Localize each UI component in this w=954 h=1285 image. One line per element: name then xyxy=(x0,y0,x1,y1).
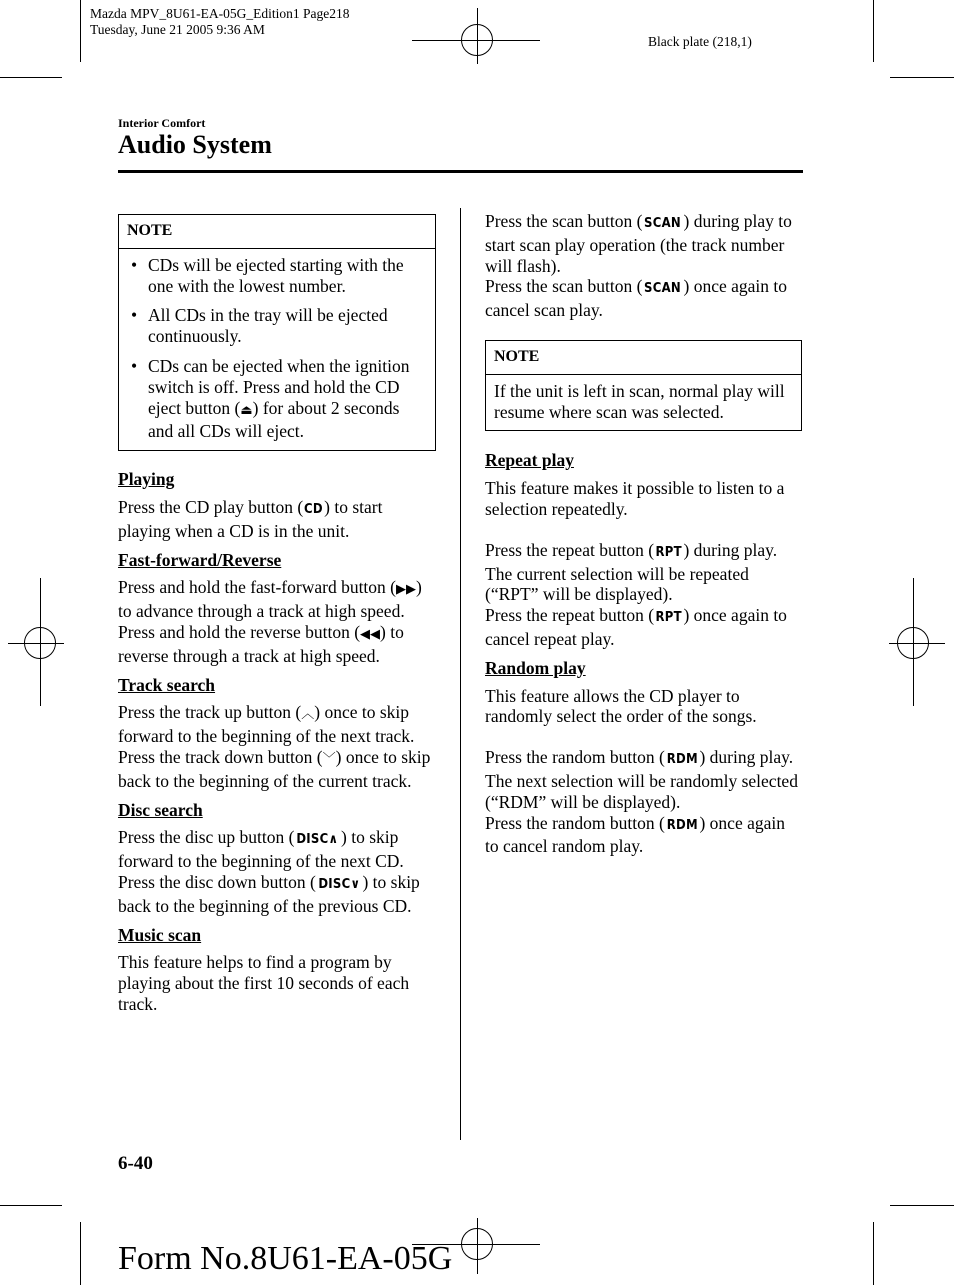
paragraph: This feature makes it possible to listen to a selection repeatedly. xyxy=(485,478,785,519)
paragraph: Press the repeat button (RPT) once again to cancel repeat play. xyxy=(485,605,787,649)
fast-forward-icon: ▶▶ xyxy=(396,582,416,598)
page-title: Audio System xyxy=(118,130,272,159)
paragraph: Press the random button ( RDM) once again to cancel random play. xyxy=(485,812,785,857)
print-header-line2: Tuesday, June 21 2005 9:36 AM xyxy=(90,22,265,37)
subheading-repeat-play: Repeat play xyxy=(485,450,574,471)
crop-mark xyxy=(890,1205,954,1206)
note-text: If the unit is left in scan, normal play will resume where scan was selected. xyxy=(494,380,785,422)
list-item: • CDs can be ejected when the ignition switch is off. Press and hold the CD eject button (⏏) for about 2 seconds and all CDs will eject. xyxy=(127,356,427,442)
paragraph: Press the CD play button (CD) to start playing when a CD is in the unit. xyxy=(118,496,383,541)
list-item: • CDs will be ejected starting with the one with the lowest number. xyxy=(127,255,427,297)
right-column xyxy=(485,211,802,857)
print-header xyxy=(90,6,349,38)
subheading-track-search: Track search xyxy=(118,674,216,695)
subheading-music-scan: Music scan xyxy=(118,924,202,945)
page-number: 6-40 xyxy=(118,1153,153,1174)
random-button-icon: RDM xyxy=(666,817,698,833)
paragraph: Press the disc down button ( DISC∨ ) to skip back to the beginning of the previous CD. xyxy=(118,871,420,916)
subheading-playing: Playing xyxy=(118,469,175,490)
paragraph: Press the track down button (﹀) once to skip back to the beginning of the current track. xyxy=(118,746,431,791)
subheading-random-play: Random play xyxy=(485,657,586,678)
crop-mark xyxy=(873,0,874,62)
random-button-icon: RDM xyxy=(666,752,698,768)
paragraph: Press the disc up button ( DISC∧ ) to skip forward to the beginning of the next CD. xyxy=(118,827,404,872)
crop-mark xyxy=(890,77,954,78)
repeat-button-icon: RPT xyxy=(655,544,682,560)
list-item: • All CDs in the tray will be ejected continuously. xyxy=(127,305,427,347)
crop-mark xyxy=(873,1222,874,1285)
section-label: Interior Comfort xyxy=(118,116,206,130)
repeat-button-icon: RPT xyxy=(655,610,682,626)
chevron-down-icon: ﹀ xyxy=(322,751,336,767)
chevron-up-icon: ︿ xyxy=(301,707,315,723)
reverse-icon: ◀◀ xyxy=(360,626,381,642)
scan-button-icon: SCAN xyxy=(644,216,682,231)
form-number: Form No.8U61-EA-05G xyxy=(118,1240,453,1277)
left-column xyxy=(118,214,436,1015)
paragraph: Press the repeat button (RPT) during play. The current selection will be repeated (“RPT” will be displayed). xyxy=(485,539,778,605)
paragraph: This feature allows the CD player to randomly select the order of the songs. xyxy=(485,685,757,727)
note-box xyxy=(485,340,802,431)
column-divider xyxy=(460,208,461,1140)
note-box xyxy=(118,214,436,451)
print-header-line1: Mazda MPV_8U61-EA-05G_Edition1 Page218 xyxy=(90,6,350,21)
crop-mark xyxy=(80,0,81,62)
paragraph: Press the track up button (︿) once to skip forward to the beginning of the next track. xyxy=(118,702,415,747)
subheading-fast-forward-reverse: Fast-forward/Reverse xyxy=(118,549,282,570)
note-heading: NOTE xyxy=(119,215,435,249)
crop-mark xyxy=(0,77,62,78)
paragraph: Press the scan button ( SCAN ) during play to start scan play operation (the track number will flash). xyxy=(485,211,792,276)
crop-mark xyxy=(0,1205,62,1206)
scan-button-icon: SCAN xyxy=(644,281,682,297)
crop-mark xyxy=(80,1222,81,1285)
paragraph: Press and hold the reverse button (◀◀) to reverse through a track at high speed. xyxy=(118,621,404,666)
disc-up-button-icon: DISC∧ xyxy=(296,832,339,848)
cd-button-icon: CD xyxy=(304,501,324,517)
subheading-disc-search: Disc search xyxy=(118,799,203,820)
disc-down-button-icon: DISC∨ xyxy=(318,876,361,892)
paragraph: Press the random button ( RDM) during play. The next selection will be randomly selected (“RDM” will be displayed). xyxy=(485,747,798,812)
paragraph: Press and hold the fast-forward button (▶▶) to advance through a track at high speed. xyxy=(118,577,422,622)
paragraph: This feature helps to find a program by playing about the first 10 seconds of each track. xyxy=(118,952,410,1014)
eject-icon: ⏏ xyxy=(240,402,253,418)
title-rule xyxy=(118,170,803,173)
plate-label: Black plate (218,1) xyxy=(648,34,752,49)
note-heading: NOTE xyxy=(486,341,801,375)
paragraph: Press the scan button ( SCAN ) once again to cancel scan play. xyxy=(485,276,788,321)
